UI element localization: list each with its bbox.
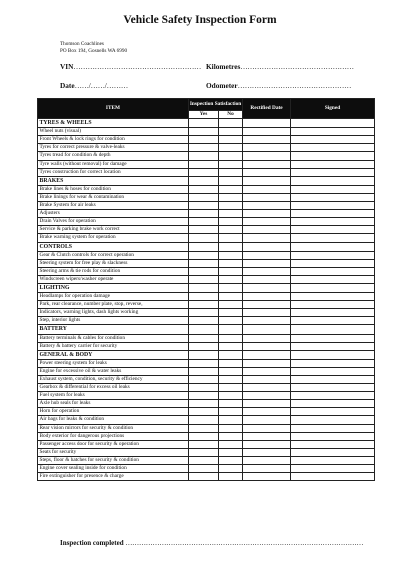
- signed-cell[interactable]: [291, 160, 375, 168]
- no-cell[interactable]: [219, 251, 243, 259]
- rectified-cell[interactable]: [243, 293, 291, 301]
- table-row: [38, 275, 375, 283]
- item-label: Battery & battery carrier for security: [38, 342, 189, 350]
- item-label: Indicators, warning lights, dash lights working: [38, 309, 189, 317]
- table-row: [38, 384, 375, 392]
- no-cell[interactable]: [219, 408, 243, 416]
- signed-cell[interactable]: [291, 283, 375, 292]
- table-row: [38, 218, 375, 226]
- rectified-cell[interactable]: [243, 392, 291, 400]
- table-row: [38, 234, 375, 242]
- table-row: [38, 317, 375, 325]
- signed-cell[interactable]: [291, 424, 375, 432]
- table-row: [38, 392, 375, 400]
- table-row: [38, 465, 375, 473]
- rectified-cell[interactable]: [243, 440, 291, 448]
- item-label: Front Wheels & lock rings for condition: [38, 136, 189, 144]
- signed-cell[interactable]: [291, 448, 375, 456]
- signed-cell[interactable]: [291, 456, 375, 464]
- item-label: Engine cover sealing inside for condition: [38, 465, 189, 473]
- rectified-cell[interactable]: [243, 251, 291, 259]
- signed-cell[interactable]: [291, 350, 375, 359]
- item-label: Fuel system for leaks: [38, 392, 189, 400]
- table-row: [38, 160, 375, 168]
- signed-cell[interactable]: [291, 309, 375, 317]
- rectified-cell[interactable]: [243, 283, 291, 292]
- rectified-cell[interactable]: [243, 350, 291, 359]
- rectified-cell[interactable]: [243, 275, 291, 283]
- signed-cell[interactable]: [291, 293, 375, 301]
- yes-cell[interactable]: [189, 334, 219, 342]
- yes-cell[interactable]: [189, 408, 219, 416]
- table-row: [38, 301, 375, 309]
- table-row: [38, 408, 375, 416]
- signed-cell[interactable]: [291, 144, 375, 152]
- rectified-cell[interactable]: [243, 136, 291, 144]
- no-cell[interactable]: [219, 152, 243, 160]
- yes-cell[interactable]: [189, 218, 219, 226]
- rectified-cell[interactable]: [243, 152, 291, 160]
- signed-cell[interactable]: [291, 416, 375, 424]
- rectified-cell[interactable]: [243, 193, 291, 201]
- table-row: [38, 334, 375, 342]
- signed-cell[interactable]: [291, 210, 375, 218]
- no-cell[interactable]: [219, 275, 243, 283]
- signed-cell[interactable]: [291, 301, 375, 309]
- signed-cell[interactable]: [291, 465, 375, 473]
- signed-cell[interactable]: [291, 392, 375, 400]
- signed-cell[interactable]: [291, 176, 375, 185]
- item-label: Adjusters: [38, 210, 189, 218]
- table-row: [38, 226, 375, 234]
- inspection-completed-dots: ……………………………………………………………………………………………: [125, 539, 364, 547]
- signed-cell[interactable]: [291, 325, 375, 334]
- no-cell[interactable]: [219, 359, 243, 367]
- no-cell[interactable]: [219, 432, 243, 440]
- rectified-cell[interactable]: [243, 456, 291, 464]
- rectified-cell[interactable]: [243, 465, 291, 473]
- rectified-cell[interactable]: [243, 342, 291, 350]
- item-label: Horn for operation: [38, 408, 189, 416]
- company-info: [60, 41, 127, 55]
- item-label: Engine for excessive oil & water leaks: [38, 367, 189, 375]
- yes-cell[interactable]: [189, 392, 219, 400]
- yes-cell[interactable]: [189, 242, 219, 251]
- signed-cell[interactable]: [291, 367, 375, 375]
- signed-cell[interactable]: [291, 440, 375, 448]
- no-cell[interactable]: [219, 301, 243, 309]
- yes-cell[interactable]: [189, 275, 219, 283]
- item-label: Gearbox & differential for excess oil leaks: [38, 384, 189, 392]
- yes-cell[interactable]: [189, 234, 219, 242]
- rectified-cell[interactable]: [243, 242, 291, 251]
- no-cell[interactable]: [219, 293, 243, 301]
- table-row: [38, 367, 375, 375]
- signed-cell[interactable]: [291, 384, 375, 392]
- inspection-header: Inspection Satisfaction: [189, 99, 243, 111]
- rectified-cell[interactable]: [243, 128, 291, 136]
- table-row: [38, 376, 375, 384]
- signed-cell[interactable]: [291, 376, 375, 384]
- table-row: [38, 193, 375, 201]
- section-heading: LIGHTING: [38, 283, 189, 292]
- signed-cell[interactable]: [291, 408, 375, 416]
- table-row: [38, 400, 375, 408]
- rectified-cell[interactable]: [243, 226, 291, 234]
- company-address: PO Box 194, Gosnells WA 6990: [60, 48, 128, 54]
- rectified-cell[interactable]: [243, 325, 291, 334]
- signed-cell[interactable]: [291, 152, 375, 160]
- item-label: Exhaust system, condition, security & efficiency: [38, 376, 189, 384]
- no-cell[interactable]: [219, 176, 243, 185]
- odometer-label: Odometer: [206, 81, 238, 90]
- yes-cell[interactable]: [189, 210, 219, 218]
- table-row: [38, 144, 375, 152]
- section-heading: GENERAL & BODY: [38, 350, 189, 359]
- no-cell[interactable]: [219, 440, 243, 448]
- table-row: [38, 251, 375, 259]
- rectified-cell[interactable]: [243, 234, 291, 242]
- signed-cell[interactable]: [291, 242, 375, 251]
- rectified-cell[interactable]: [243, 424, 291, 432]
- rectified-cell[interactable]: [243, 367, 291, 375]
- no-header: No: [219, 111, 243, 119]
- no-cell[interactable]: [219, 367, 243, 375]
- item-label: Tyres for correct pressure & valve-leaks: [38, 144, 189, 152]
- signed-cell[interactable]: [291, 259, 375, 267]
- no-cell[interactable]: [219, 376, 243, 384]
- signed-cell[interactable]: [291, 400, 375, 408]
- yes-cell[interactable]: [189, 342, 219, 350]
- no-cell[interactable]: [219, 119, 243, 128]
- table-row: [38, 152, 375, 160]
- signed-cell[interactable]: [291, 275, 375, 283]
- no-cell[interactable]: [219, 234, 243, 242]
- form-title: Vehicle Safety Inspection Form: [123, 14, 277, 26]
- yes-cell[interactable]: [189, 168, 219, 176]
- section-row: [38, 350, 375, 359]
- section-heading: BRAKES: [38, 176, 189, 185]
- item-label: Brake System for air leaks: [38, 202, 189, 210]
- table-row: [38, 168, 375, 176]
- yes-cell[interactable]: [189, 376, 219, 384]
- no-cell[interactable]: [219, 400, 243, 408]
- item-label: Brake warning system for operation: [38, 234, 189, 242]
- rectified-header: Rectified Date: [243, 99, 291, 119]
- table-row: [38, 448, 375, 456]
- yes-cell[interactable]: [189, 465, 219, 473]
- date-label: Date: [60, 81, 75, 90]
- no-cell[interactable]: [219, 317, 243, 325]
- no-cell[interactable]: [219, 128, 243, 136]
- yes-cell[interactable]: [189, 384, 219, 392]
- table-row: [38, 424, 375, 432]
- signed-cell[interactable]: [291, 334, 375, 342]
- inspection-completed-label: Inspection completed: [60, 539, 124, 547]
- no-cell[interactable]: [219, 283, 243, 292]
- yes-cell[interactable]: [189, 301, 219, 309]
- signed-cell[interactable]: [291, 226, 375, 234]
- no-cell[interactable]: [219, 456, 243, 464]
- rectified-cell[interactable]: [243, 416, 291, 424]
- rectified-cell[interactable]: [243, 160, 291, 168]
- rectified-cell[interactable]: [243, 309, 291, 317]
- inspection-body: [38, 119, 375, 481]
- no-cell[interactable]: [219, 350, 243, 359]
- yes-cell[interactable]: [189, 160, 219, 168]
- signed-cell[interactable]: [291, 432, 375, 440]
- no-cell[interactable]: [219, 416, 243, 424]
- yes-header: Yes: [189, 111, 219, 119]
- yes-cell[interactable]: [189, 152, 219, 160]
- no-cell[interactable]: [219, 325, 243, 334]
- no-cell[interactable]: [219, 309, 243, 317]
- yes-cell[interactable]: [189, 416, 219, 424]
- signed-cell[interactable]: [291, 317, 375, 325]
- table-row: [38, 267, 375, 275]
- signed-cell[interactable]: [291, 342, 375, 350]
- rectified-cell[interactable]: [243, 432, 291, 440]
- yes-cell[interactable]: [189, 424, 219, 432]
- rectified-cell[interactable]: [243, 119, 291, 128]
- signed-cell[interactable]: [291, 136, 375, 144]
- section-heading: TYRES & WHEELS: [38, 119, 189, 128]
- table-row: [38, 259, 375, 267]
- no-cell[interactable]: [219, 259, 243, 267]
- item-label: Brake lines & hoses for condition: [38, 185, 189, 193]
- no-cell[interactable]: [219, 185, 243, 193]
- yes-cell[interactable]: [189, 128, 219, 136]
- table-row: [38, 309, 375, 317]
- yes-cell[interactable]: [189, 119, 219, 128]
- item-label: Headlamps for operation damage: [38, 293, 189, 301]
- vin-field[interactable]: [60, 62, 201, 71]
- date-value: ……/……/………: [74, 81, 128, 90]
- yes-cell[interactable]: [189, 251, 219, 259]
- no-cell[interactable]: [219, 136, 243, 144]
- yes-cell[interactable]: [189, 317, 219, 325]
- yes-cell[interactable]: [189, 440, 219, 448]
- item-label: Battery terminals & cables for condition: [38, 334, 189, 342]
- no-cell[interactable]: [219, 334, 243, 342]
- yes-cell[interactable]: [189, 144, 219, 152]
- section-row: [38, 119, 375, 128]
- yes-cell[interactable]: [189, 267, 219, 275]
- item-label: Drain Valves for operation: [38, 218, 189, 226]
- rectified-cell[interactable]: [243, 301, 291, 309]
- item-label: Steering system for free play & slackness: [38, 259, 189, 267]
- item-label: Tyres tread for condition & depth: [38, 152, 189, 160]
- signed-cell[interactable]: [291, 128, 375, 136]
- yes-cell[interactable]: [189, 293, 219, 301]
- yes-cell[interactable]: [189, 432, 219, 440]
- item-label: Windscreen wipers/washer operate: [38, 275, 189, 283]
- rectified-cell[interactable]: [243, 376, 291, 384]
- item-label: Axle hub seals for leaks: [38, 400, 189, 408]
- yes-cell[interactable]: [189, 309, 219, 317]
- table-row: [38, 456, 375, 464]
- item-label: Air bags for leaks & condition: [38, 416, 189, 424]
- yes-cell[interactable]: [189, 193, 219, 201]
- table-row: [38, 293, 375, 301]
- yes-cell[interactable]: [189, 202, 219, 210]
- signed-cell[interactable]: [291, 359, 375, 367]
- yes-cell[interactable]: [189, 359, 219, 367]
- signed-cell[interactable]: [291, 234, 375, 242]
- rectified-cell[interactable]: [243, 210, 291, 218]
- signed-cell[interactable]: [291, 251, 375, 259]
- rectified-cell[interactable]: [243, 259, 291, 267]
- section-row: [38, 242, 375, 251]
- rectified-cell[interactable]: [243, 334, 291, 342]
- vin-dots: ………………………………………………: [73, 62, 202, 71]
- rectified-cell[interactable]: [243, 144, 291, 152]
- signed-cell[interactable]: [291, 119, 375, 128]
- item-label: Fire extinguisher for presence & charge: [38, 473, 189, 481]
- yes-cell[interactable]: [189, 448, 219, 456]
- table-row: [38, 416, 375, 424]
- item-label: Seats for security: [38, 448, 189, 456]
- item-label: Steps, floor & hatches for security & condition: [38, 456, 189, 464]
- item-label: Gear & Clutch controls for correct operation: [38, 251, 189, 259]
- table-row: [38, 202, 375, 210]
- no-cell[interactable]: [219, 342, 243, 350]
- no-cell[interactable]: [219, 218, 243, 226]
- no-cell[interactable]: [219, 424, 243, 432]
- rectified-cell[interactable]: [243, 408, 291, 416]
- signed-header: Signed: [291, 99, 375, 119]
- table-row: [38, 359, 375, 367]
- item-label: Wheel nuts (visual): [38, 128, 189, 136]
- no-cell[interactable]: [219, 448, 243, 456]
- section-heading: CONTROLS: [38, 242, 189, 251]
- item-label: Brake linings for wear & contamination: [38, 193, 189, 201]
- inspection-completed-field[interactable]: [60, 539, 363, 547]
- section-row: [38, 176, 375, 185]
- signed-cell[interactable]: [291, 168, 375, 176]
- rectified-cell[interactable]: [243, 473, 291, 481]
- table-row: [38, 128, 375, 136]
- signed-cell[interactable]: [291, 473, 375, 481]
- section-heading: BATTERY: [38, 325, 189, 334]
- rectified-cell[interactable]: [243, 384, 291, 392]
- yes-cell[interactable]: [189, 456, 219, 464]
- yes-cell[interactable]: [189, 325, 219, 334]
- item-label: Step, interior lights: [38, 317, 189, 325]
- item-label: Power steering system for leaks: [38, 359, 189, 367]
- rectified-cell[interactable]: [243, 176, 291, 185]
- kilometres-field[interactable]: [206, 62, 354, 71]
- signed-cell[interactable]: [291, 185, 375, 193]
- signed-cell[interactable]: [291, 193, 375, 201]
- item-label: Body exterior for dangerous projections: [38, 432, 189, 440]
- no-cell[interactable]: [219, 473, 243, 481]
- item-label: Service & parking brake work correct: [38, 226, 189, 234]
- inspection-table: [37, 98, 375, 481]
- section-row: [38, 283, 375, 292]
- rectified-cell[interactable]: [243, 448, 291, 456]
- no-cell[interactable]: [219, 226, 243, 234]
- yes-cell[interactable]: [189, 283, 219, 292]
- signed-cell[interactable]: [291, 267, 375, 275]
- date-field[interactable]: [60, 81, 128, 90]
- rectified-cell[interactable]: [243, 202, 291, 210]
- rectified-cell[interactable]: [243, 218, 291, 226]
- no-cell[interactable]: [219, 242, 243, 251]
- table-row: [38, 185, 375, 193]
- yes-cell[interactable]: [189, 400, 219, 408]
- vin-label: VIN: [60, 62, 74, 71]
- yes-cell[interactable]: [189, 176, 219, 185]
- yes-cell[interactable]: [189, 226, 219, 234]
- item-label: Tyres construction for correct location: [38, 168, 189, 176]
- table-row: [38, 432, 375, 440]
- rectified-cell[interactable]: [243, 185, 291, 193]
- no-cell[interactable]: [219, 392, 243, 400]
- item-header: ITEM: [38, 99, 189, 119]
- item-label: Rear vision mirrors for security & condition: [38, 424, 189, 432]
- yes-cell[interactable]: [189, 473, 219, 481]
- item-label: Steering arms & tie rods for condition: [38, 267, 189, 275]
- no-cell[interactable]: [219, 267, 243, 275]
- company-name: Thomson Coachlines: [60, 41, 104, 47]
- signed-cell[interactable]: [291, 218, 375, 226]
- table-row: [38, 342, 375, 350]
- no-cell[interactable]: [219, 384, 243, 392]
- no-cell[interactable]: [219, 168, 243, 176]
- signed-cell[interactable]: [291, 202, 375, 210]
- table-row: [38, 210, 375, 218]
- item-label: Passenger access door for security & operation: [38, 440, 189, 448]
- no-cell[interactable]: [219, 202, 243, 210]
- rectified-cell[interactable]: [243, 359, 291, 367]
- kilometres-label: Kilometres: [206, 62, 241, 71]
- yes-cell[interactable]: [189, 136, 219, 144]
- odometer-dots: …………………………………………: [237, 81, 352, 90]
- rectified-cell[interactable]: [243, 400, 291, 408]
- rectified-cell[interactable]: [243, 317, 291, 325]
- rectified-cell[interactable]: [243, 168, 291, 176]
- yes-cell[interactable]: [189, 259, 219, 267]
- table-row: [38, 136, 375, 144]
- yes-cell[interactable]: [189, 367, 219, 375]
- no-cell[interactable]: [219, 160, 243, 168]
- item-label: Tyre walls (without removal) for damage: [38, 160, 189, 168]
- rectified-cell[interactable]: [243, 267, 291, 275]
- no-cell[interactable]: [219, 465, 243, 473]
- item-label: Park, rear clearance, number plate, stop, reverse,: [38, 301, 189, 309]
- no-cell[interactable]: [219, 144, 243, 152]
- yes-cell[interactable]: [189, 185, 219, 193]
- kilometres-dots: …………………………………………: [240, 62, 354, 71]
- section-row: [38, 325, 375, 334]
- table-row: [38, 440, 375, 448]
- table-row: [38, 473, 375, 481]
- no-cell[interactable]: [219, 193, 243, 201]
- odometer-field[interactable]: [206, 81, 351, 90]
- no-cell[interactable]: [219, 210, 243, 218]
- yes-cell[interactable]: [189, 350, 219, 359]
